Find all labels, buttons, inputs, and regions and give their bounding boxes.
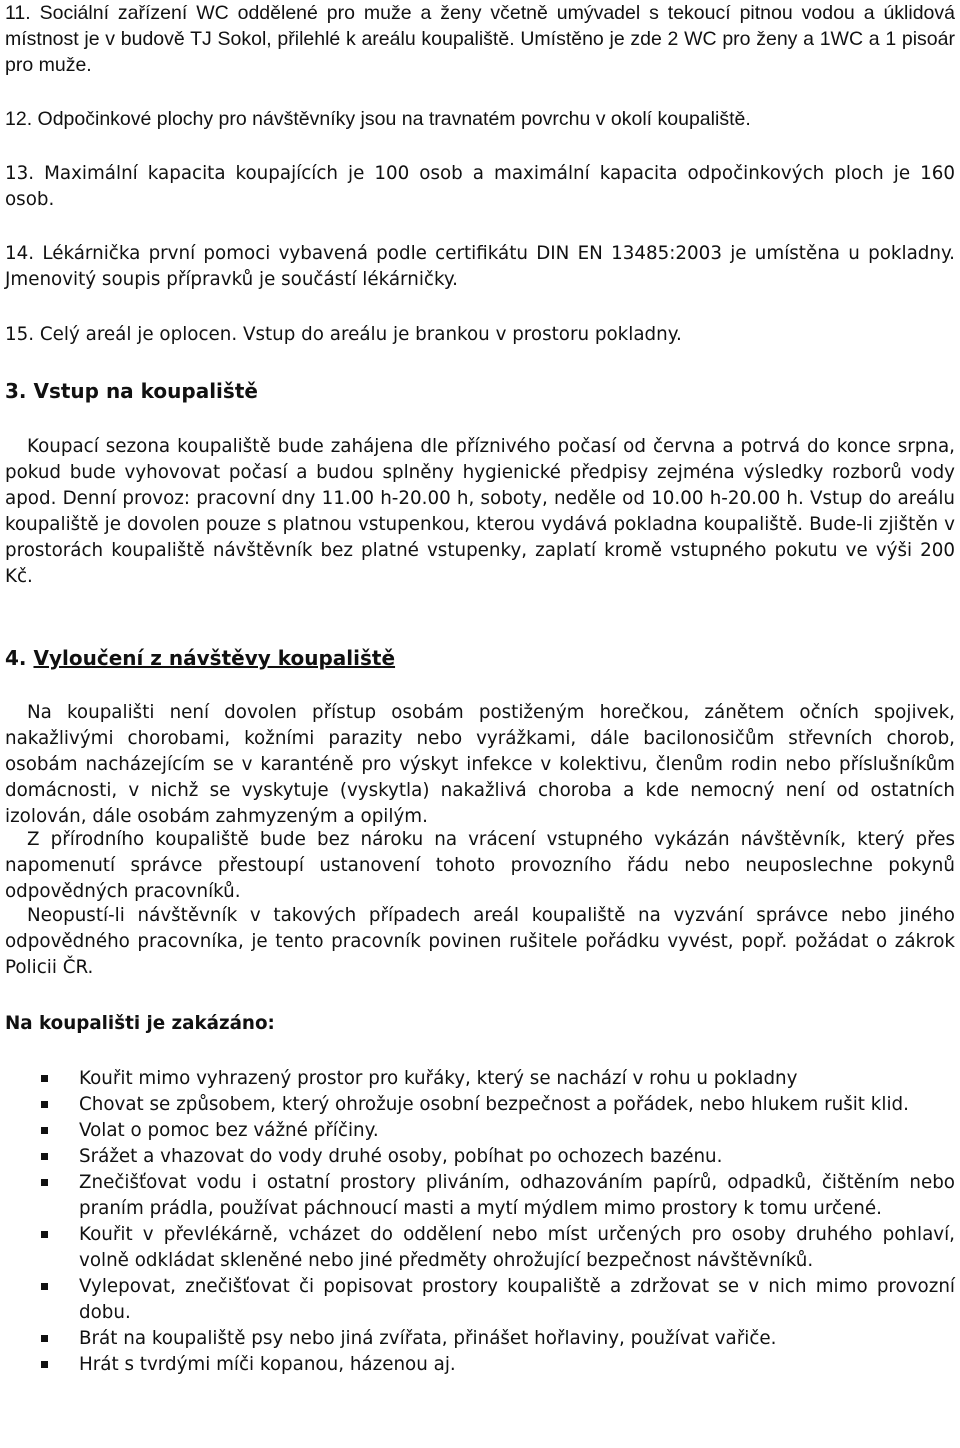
- list-item: [5, 322, 955, 348]
- item-number: 15.: [5, 324, 35, 345]
- list-item: Kouřit v převlékárně, vcházet do oddělení nebo míst určených pro osoby druhého pohlaví, volně odkládat skleněné nebo jiné předměty ohrožující bezpečnost návštěvníků.: [5, 1222, 955, 1274]
- item-text: Maximální kapacita koupajících je 100 osob a maximální kapacita odpočinkových ploch je 160 osob.: [5, 163, 955, 210]
- section-paragraph: Z přírodního koupaliště bude bez nároku na vrácení vstupného vykázán návštěvník, který přes napomenutí správce přestoupí ustanovení tohoto provozního řádu nebo neuposlechne pokynů odpovědných pracovníků.: [5, 829, 955, 902]
- square-bullet-icon: [41, 1101, 48, 1108]
- section-title: Vyloučení z návštěvy koupaliště: [33, 646, 396, 670]
- square-bullet-icon: [41, 1361, 48, 1368]
- section-number: 3.: [5, 379, 27, 403]
- square-bullet-icon: [41, 1335, 48, 1342]
- list-item: Znečišťovat vodu i ostatní prostory pliváním, odhazováním papírů, odpadků, čištěním nebo praním prádla, používat páchnoucí masti a mytí mýdlem mimo prostory k tomu určené.: [5, 1170, 955, 1222]
- section-paragraph: Neopustí-li návštěvník v takových případech areál koupaliště na vyzvání správce nebo jiného odpovědného pracovníka, je tento pracovník povinen rušitele pořádku vyvést, popř. požádat o zákrok Policii ČR.: [5, 905, 955, 978]
- list-item: [5, 241, 955, 293]
- square-bullet-icon: [41, 1127, 48, 1134]
- item-number: 11.: [5, 2, 31, 24]
- item-text: Sociální zařízení WC oddělené pro muže a ženy včetně umývadel s tekoucí pitnou vodou a úklidová místnost je v budově TJ Sokol, přilehlé k areálu koupaliště. Umístěno je zde 2 WC pro ženy a 1WC a 1 pisoár pro muže.: [5, 2, 956, 76]
- section-heading: [5, 378, 258, 404]
- section-number: 4.: [5, 646, 27, 670]
- item-number: 12.: [5, 108, 33, 130]
- list-item: Vylepovat, znečišťovat či popisovat prostory koupaliště a zdržovat se v nich mimo provozní dobu.: [5, 1274, 955, 1326]
- item-text: Odpočinkové plochy pro návštěvníky jsou na travnatém povrchu v okolí koupaliště.: [37, 108, 751, 130]
- square-bullet-icon: [41, 1179, 48, 1186]
- list-item: [5, 0, 955, 78]
- list-item: [5, 161, 955, 213]
- square-bullet-icon: [41, 1153, 48, 1160]
- list-item: Srážet a vhazovat do vody druhé osoby, pobíhat po ochozech bazénu.: [5, 1144, 955, 1170]
- section-title: Vstup na koupaliště: [33, 379, 258, 403]
- list-item: Brát na koupaliště psy nebo jiná zvířata, přinášet hořlaviny, používat vařiče.: [5, 1326, 955, 1352]
- square-bullet-icon: [41, 1283, 48, 1290]
- list-item: Volat o pomoc bez vážné příčiny.: [5, 1118, 955, 1144]
- list-item: [5, 106, 955, 132]
- item-number: 14.: [5, 243, 35, 264]
- list-item: Kouřit mimo vyhrazený prostor pro kuřáky, který se nachází v rohu u pokladny: [5, 1066, 955, 1092]
- section-heading: [5, 645, 395, 671]
- item-number: 13.: [5, 163, 35, 184]
- square-bullet-icon: [41, 1075, 48, 1082]
- list-item: Chovat se způsobem, který ohrožuje osobní bezpečnost a pořádek, nebo hlukem rušit klid.: [5, 1092, 955, 1118]
- forbidden-heading: Na koupališti je zakázáno:: [5, 1013, 275, 1034]
- section-paragraph: Na koupališti není dovolen přístup osobám postiženým horečkou, zánětem očních spojivek, nakažlivými chorobami, kožními parazity nebo vyrážkami, dále bacilonosičům střevních chorob, osobám nacházejícím se v karanténě pro výskyt infekce v kolektivu, členům rodin nebo příslušníkům domácnosti, v nichž se vyskytuje (vyskytla) nakažlivá choroba a kde nemocný není od ostatních izolován, dále osobám zahmyzeným a opilým.: [5, 702, 955, 827]
- list-item: Hrát s tvrdými míči kopanou, házenou aj.: [5, 1352, 955, 1378]
- item-text: Lékárnička první pomoci vybavená podle certifikátu DIN EN 13485:2003 je umístěna u pokladny. Jmenovitý soupis přípravků je součástí lékárničky.: [5, 243, 955, 290]
- item-text: Celý areál je oplocen. Vstup do areálu je brankou v prostoru pokladny.: [39, 324, 682, 345]
- square-bullet-icon: [41, 1231, 48, 1238]
- section-paragraph: Koupací sezona koupaliště bude zahájena dle příznivého počasí od června a potrvá do konce srpna, pokud bude vyhovovat počasí a budou splněny hygienické předpisy zejména výsledky rozborů vody apod. Denní provoz: pracovní dny 11.00 h-20.00 h, soboty, neděle od 10.00 h-20.00 h. Vstup do areálu koupaliště je dovolen pouze s platnou vstupenkou, kterou vydává pokladna koupaliště. Bude-li zjištěn v prostorách koupaliště návštěvník bez platné vstupenky, zaplatí kromě vstupného pokutu ve výši 200 Kč.: [5, 436, 955, 587]
- forbidden-list: [5, 1066, 955, 1378]
